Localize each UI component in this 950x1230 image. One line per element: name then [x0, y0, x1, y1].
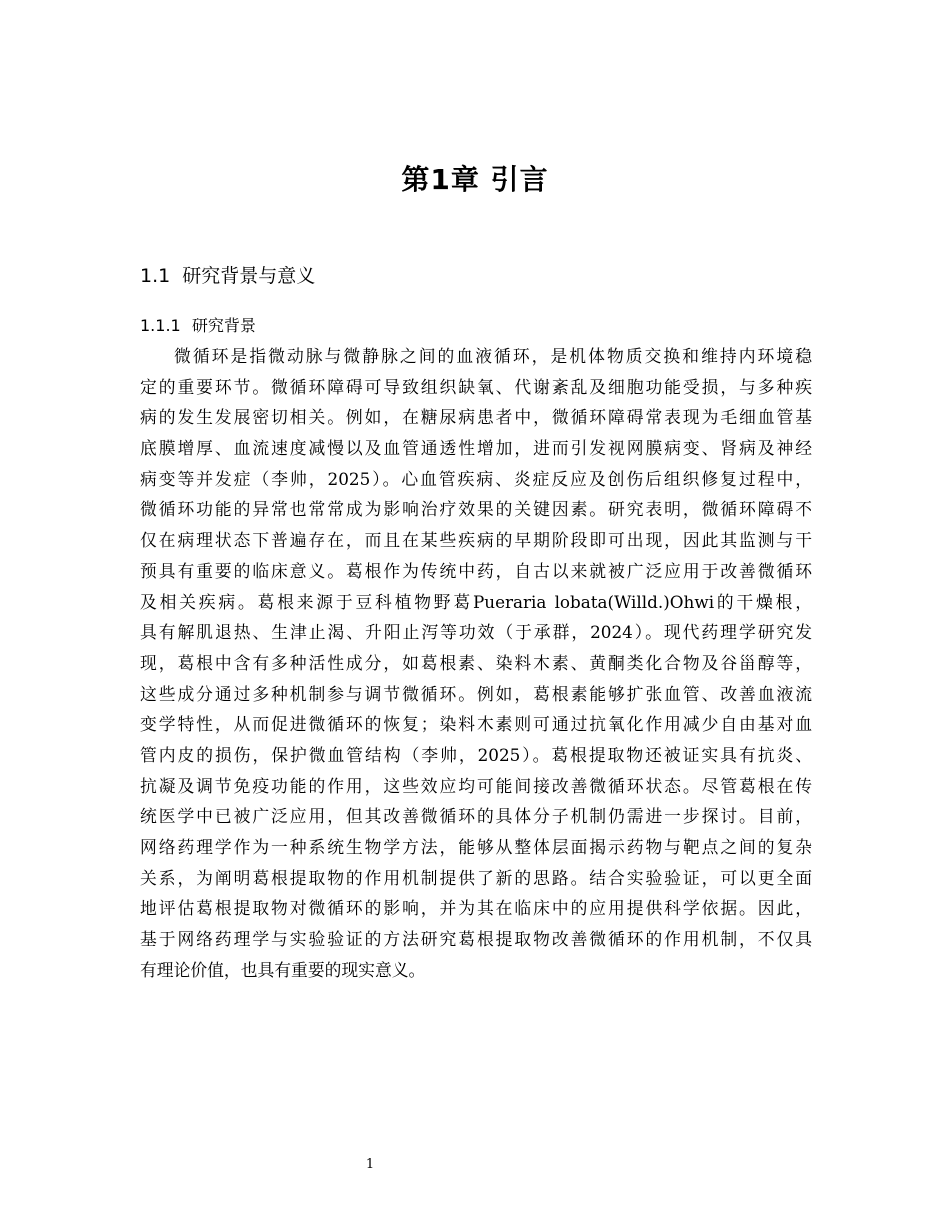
section-heading — [140, 262, 315, 290]
subsection-title: 研究背景 — [191, 316, 256, 335]
paragraph-line: 底膜增厚、血流速度减慢以及血管通透性增加，进而引发视网膜病变、肾病及神经 — [140, 438, 812, 459]
paragraph-line: 具有解肌退热、生津止渴、升阳止泻等功效（于承群，2024）。现代药理学研究发 — [140, 622, 812, 643]
page-number: 1 — [365, 1157, 375, 1172]
paragraph-line: 病的发生发展密切相关。例如，在糖尿病患者中，微循环障碍常表现为毛细血管基 — [140, 407, 812, 428]
paragraph-line: 及相关疾病。葛根来源于豆科植物野葛Pueraria lobata(Willd.)Ohwi的干燥根， — [140, 591, 812, 612]
paragraph-line: 微循环是指微动脉与微静脉之间的血液循环，是机体物质交换和维持内环境稳 — [174, 346, 812, 366]
paragraph-line: 网络药理学作为一种系统生物学方法，能够从整体层面揭示药物与靶点之间的复杂 — [140, 837, 812, 857]
paragraph-line: 变学特性，从而促进微循环的恢复；染料木素则可通过抗氧化作用减少自由基对血 — [140, 714, 812, 735]
paragraph-line: 基于网络药理学与实验验证的方法研究葛根提取物改善微循环的作用机制，不仅具 — [140, 929, 812, 950]
paragraph-line: 现，葛根中含有多种活性成分，如葛根素、染料木素、黄酮类化合物及谷甾醇等， — [140, 652, 812, 673]
subsection-heading — [140, 314, 256, 338]
body-paragraph — [140, 341, 812, 985]
paragraph-line: 定的重要环节。微循环障碍可导致组织缺氧、代谢紊乱及细胞功能受损，与多种疾 — [140, 376, 812, 397]
paragraph-line: 有理论价值，也具有重要的现实意义。 — [140, 959, 426, 980]
paragraph-line: 抗凝及调节免疫功能的作用，这些效应均可能间接改善微循环状态。尽管葛根在传 — [140, 775, 812, 796]
chapter-title: 第1章 引言 — [401, 163, 549, 196]
subsection-number: 1.1.1 — [140, 316, 181, 335]
paragraph-line: 这些成分通过多种机制参与调节微循环。例如，葛根素能够扩张血管、改善血液流 — [140, 683, 812, 704]
paragraph-line: 仅在病理状态下普遍存在，而且在某些疾病的早期阶段即可出现，因此其监测与干 — [140, 530, 812, 551]
paragraph-line: 管内皮的损伤，保护微血管结构（李帅，2025）。葛根提取物还被证实具有抗炎、 — [140, 744, 812, 765]
section-number: 1.1 — [140, 265, 171, 287]
paragraph-line: 地评估葛根提取物对微循环的影响，并为其在临床中的应用提供科学依据。因此， — [140, 898, 812, 919]
paragraph-line: 微循环功能的异常也常常成为影响治疗效果的关键因素。研究表明，微循环障碍不 — [140, 499, 812, 520]
paragraph-line: 关系，为阐明葛根提取物的作用机制提供了新的思路。结合实验验证，可以更全面 — [140, 867, 812, 888]
paragraph-line: 预具有重要的临床意义。葛根作为传统中药，自古以来就被广泛应用于改善微循环 — [140, 560, 812, 581]
paragraph-line: 统医学中已被广泛应用，但其改善微循环的具体分子机制仍需进一步探讨。目前， — [140, 806, 812, 827]
section-title: 研究背景与意义 — [182, 265, 316, 287]
paragraph-line: 病变等并发症（李帅，2025）。心血管疾病、炎症反应及创伤后组织修复过程中， — [140, 468, 812, 489]
